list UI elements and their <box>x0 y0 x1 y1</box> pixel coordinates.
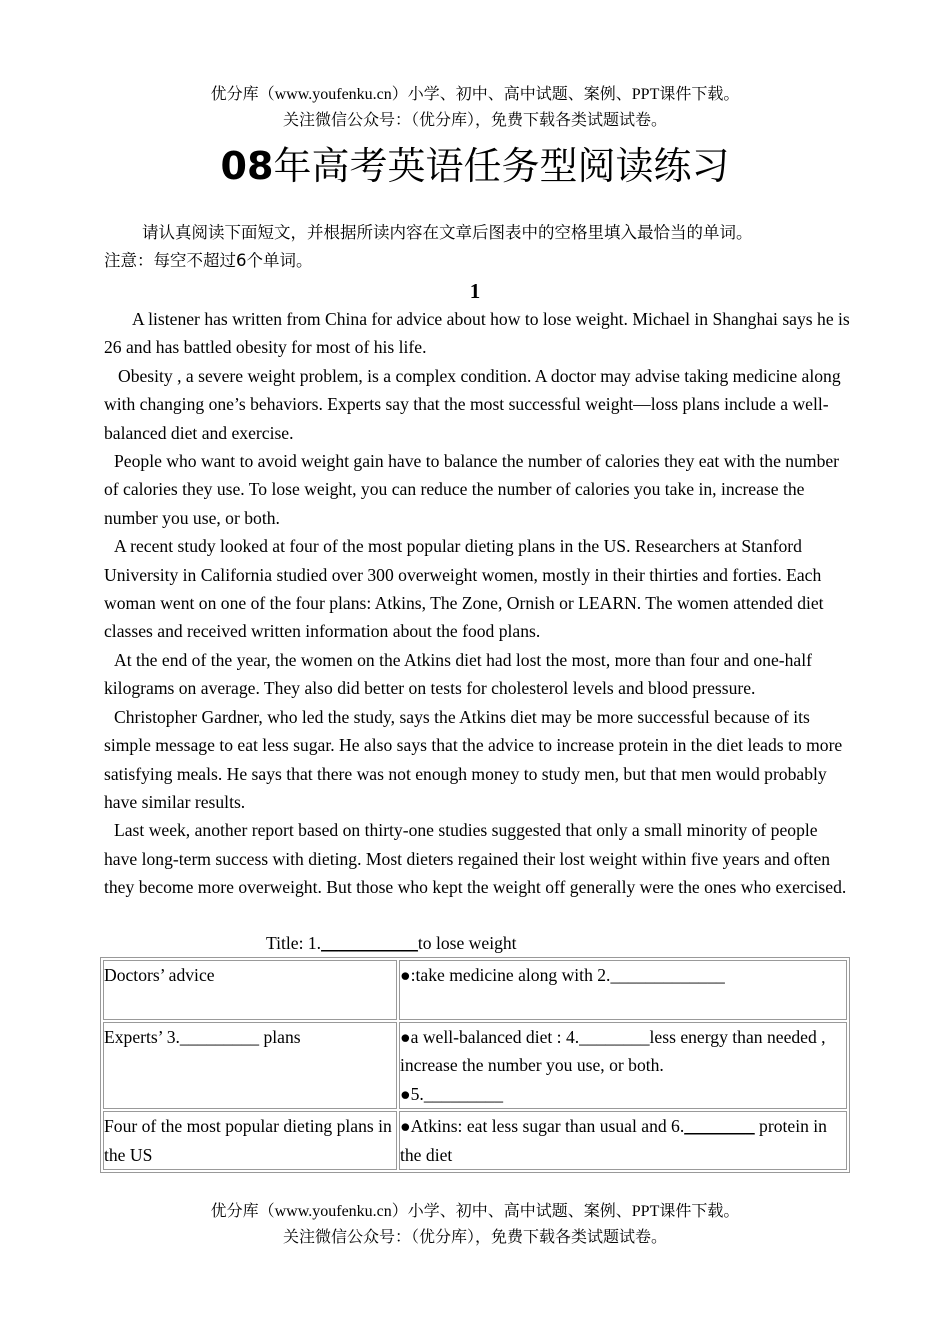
answer-blank-4-line[interactable]: ●a well-balanced diet : 4.________less energy than needed , increase the number you use, or both. <box>400 1027 826 1076</box>
instruction-line-2: 注意：每空不超过6个单词。 <box>104 251 313 270</box>
table-row <box>103 1111 847 1170</box>
table-cell-label[interactable]: Experts’ 3._________ plans <box>103 1022 397 1109</box>
table-cell-content <box>399 1022 847 1109</box>
paragraph-4: A recent study looked at four of the most popular dieting plans in the US. Researchers at Stanford University in California studied over 300 overweight women, mostly in their thirties and forties. Each woman went on one of the four plans: Atkins, The Zone, Ornish or LEARN. The women attended diet classes and received written information about the food plans. <box>104 536 824 642</box>
table-title <box>266 929 517 957</box>
atkins-text-prefix: ●Atkins: eat less sugar than usual and 6. <box>400 1116 685 1137</box>
table-row <box>103 1022 847 1109</box>
paragraph-3: People who want to avoid weight gain have to balance the number of calories they eat with the number of calories they use. To lose weight, you can reduce the number of calories you take in, increase the number you use, or both. <box>104 451 840 528</box>
table-cell-label: Doctors’ advice <box>103 960 397 1020</box>
footer-line-1: 优分库（www.youfenku.cn）小学、初中、高中试题、案例、PPT课件下载。 <box>210 1203 740 1220</box>
answer-blank-6[interactable]: ________ <box>684 1116 755 1137</box>
paragraph-6: Christopher Gardner, who led the study, says the Atkins diet may be more successful because of its simple message to eat less sugar. He also says that the advice to increase protein in the diet leads to more satisfying meals. He says that there was not enough money to study men, but that men would probably have similar results. <box>104 706 843 812</box>
table-cell-content <box>399 1111 847 1170</box>
instructions <box>104 219 850 275</box>
answer-blank-1[interactable]: ___________ <box>321 933 418 953</box>
answer-blank-5-line[interactable]: ●5._________ <box>400 1083 503 1104</box>
header-line-1: 优分库（www.youfenku.cn）小学、初中、高中试题、案例、PPT课件下载。 <box>210 86 740 103</box>
page-footer <box>0 1199 950 1251</box>
paragraph-1: A listener has written from China for advice about how to lose weight. Michael in Shanghai says he is 26 and has battled obesity for most of his life. <box>104 309 850 358</box>
paragraph-7: Last week, another report based on thirty-one studies suggested that only a small minority of people have long-term success with dieting. Most dieters regained their lost weight within five years and often they become more overweight. But those who kept the weight off generally were the ones who exercised. <box>104 820 847 898</box>
instruction-line-1: 请认真阅读下面短文，并根据所读内容在文章后图表中的空格里填入最恰当的单词。 <box>142 223 753 242</box>
page-header <box>0 82 950 134</box>
title-text: 年高考英语任务型阅读练习 <box>273 144 730 188</box>
table-row <box>103 960 847 1020</box>
table-cell-label: Four of the most popular dieting plans in the US <box>103 1111 397 1170</box>
table-title-suffix: to lose weight <box>417 933 517 953</box>
footer-line-2: 关注微信公众号：（优分库），免费下载各类试题试卷。 <box>282 1229 667 1246</box>
header-line-2: 关注微信公众号：（优分库），免费下载各类试题试卷。 <box>282 112 667 129</box>
paragraph-5: At the end of the year, the women on the Atkins diet had lost the most, more than four and one-half kilograms on average. They also did better on tests for cholesterol levels and blood pressure. <box>104 649 812 699</box>
table-title-prefix: Title: 1. <box>266 933 322 953</box>
task-table <box>100 957 850 1173</box>
page-title <box>0 138 950 195</box>
table-cell-content <box>399 960 847 1020</box>
section-number: 1 <box>469 279 481 303</box>
title-number: 08 <box>220 144 274 188</box>
paragraph-2: Obesity , a severe weight problem, is a complex condition. A doctor may advise taking medicine along with changing one’s behaviors. Experts say that the most successful weight—loss plans include a well-balanced diet and exercise. <box>104 365 841 443</box>
reading-passage <box>104 305 850 902</box>
answer-blank-2-line[interactable]: ●:take medicine along with 2._____________ <box>400 965 725 985</box>
atkins-text-suffix: protein in the diet <box>400 1116 827 1165</box>
